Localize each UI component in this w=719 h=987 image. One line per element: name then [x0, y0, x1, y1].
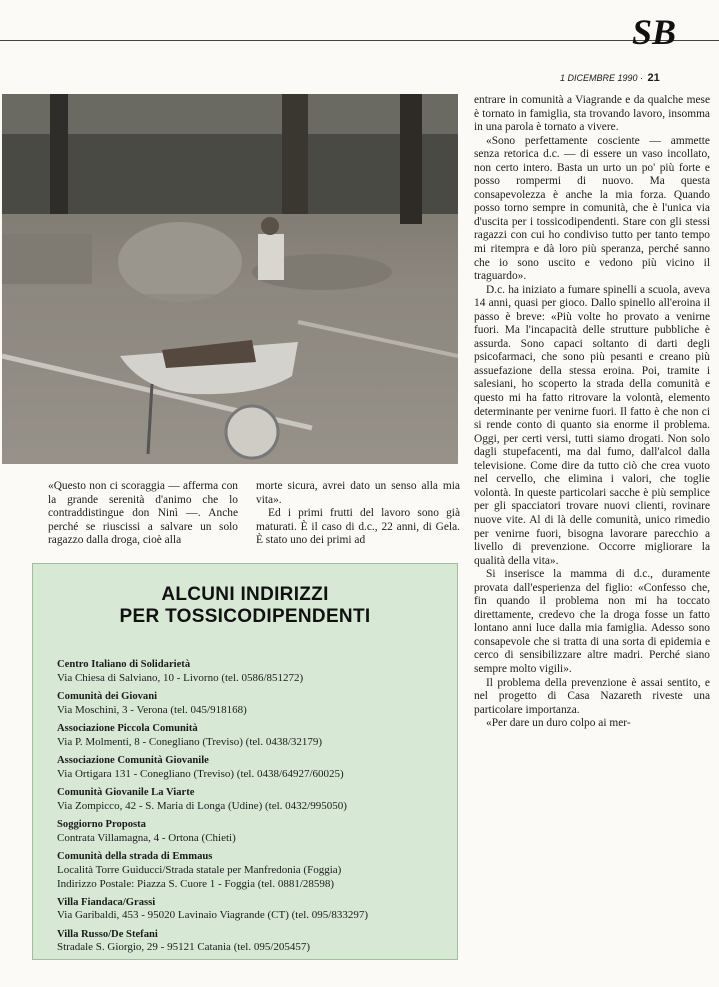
box-title-line: PER TOSSICODIPENDENTI: [119, 606, 371, 627]
addresses-box: [32, 563, 458, 960]
article-paragraph: morte sicura, avrei dato un senso alla mia vita».: [256, 480, 460, 506]
address-entry: [57, 928, 449, 956]
address-list: [57, 658, 449, 960]
organization-name: Associazione Comunità Giovanile: [57, 754, 209, 766]
box-title-line: ALCUNI INDIRIZZI: [161, 584, 329, 605]
address-entry: [57, 754, 449, 782]
header-rule: [0, 40, 719, 41]
address-entry: [57, 722, 449, 750]
organization-address: Via Chiesa di Salviano, 10 - Livorno (tel. 0586/851272): [57, 671, 304, 684]
organization-address: Località Torre Guiducci/Strada statale per Manfredonia (Foggia): [57, 863, 342, 876]
organization-address: Via Ortigara 131 - Conegliano (Treviso) (tel. 0438/64927/60025): [57, 767, 344, 780]
article-photo: [2, 94, 458, 464]
article-paragraph: entrare in comunità a Viagrande e da qualche mese è tornato in famiglia, sta trovando lavoro, insomma in una parola è tornato a vivere.: [474, 94, 710, 134]
organization-address: Stradale S. Giorgio, 29 - 95121 Catania (tel. 095/205457): [57, 941, 311, 954]
address-entry: [57, 896, 449, 924]
organization-address: Via P. Molmenti, 8 - Conegliano (Treviso) (tel. 0438/32179): [57, 735, 323, 748]
photo-worker-wheelbarrow-icon: [2, 94, 458, 464]
address-entry: [57, 818, 449, 846]
address-entry: [57, 690, 449, 718]
organization-name: Soggiorno Proposta: [57, 818, 146, 830]
organization-address: Via Moschini, 3 - Verona (tel. 045/918168): [57, 703, 247, 716]
box-title: [33, 584, 457, 628]
article-paragraph: «Per dare un duro colpo ai mer-: [486, 717, 631, 730]
page-number: 21: [647, 72, 660, 84]
article-paragraph: «Questo non ci scoraggia — afferma con la grande serenità d'animo che lo contraddistingue don Ninì —. Anche perché se riuscissi a salvare un solo ragazzo dalla droga, cioè alla: [48, 480, 238, 547]
organization-name: Comunità della strada di Emmaus: [57, 850, 213, 862]
organization-name: Comunità dei Giovani: [57, 690, 158, 702]
article-paragraph: «Sono perfettamente cosciente — ammette senza retorica d.c. — di essere un vaso incollato, non certo intero. Basta un urto un po' più forte e posso rompermi di nuovo. Ma questa consapevolezza è anche la mia forza. Quando posso torno sempre in comunità, che è l'unica via d'uscita per i tossicodipendenti. Stare con gli stessi ragazzi con cui ho condiviso tutto per tanto tempo mi ritempra e dà loro più speranza, perché sanno che io sono uscito e vedono più vicino il traguardo».: [474, 134, 710, 283]
organization-name: Centro Italiano di Solidarietà: [57, 659, 191, 670]
address-entry: [57, 658, 449, 686]
article-column-right: [474, 94, 710, 731]
organization-address: Contrata Villamagna, 4 - Ortona (Chieti): [57, 831, 236, 844]
article-paragraph: Ed i primi frutti del lavoro sono già maturati. È il caso di d.c., 22 anni, di Gela. È stato uno dei primi ad: [256, 507, 460, 547]
magazine-logo: SB: [632, 12, 677, 52]
organization-name: Villa Russo/De Stefani: [57, 928, 158, 940]
issue-date: 1 DICEMBRE 1990 ·: [560, 73, 644, 83]
issue-line: [560, 72, 660, 84]
article-column-middle: [256, 480, 460, 548]
organization-name: Villa Fiandaca/Grassi: [57, 896, 156, 908]
article-paragraph: D.c. ha iniziato a fumare spinelli a scuola, aveva 14 anni, quasi per gioco. Dallo spinello all'eroina il passo è breve: «Più volte ho provato a venirne fuori. Ma l'incapacità delle strutture pubbliche è assurda. Sono capaci soltanto di darti degli psicofarmaci, che sono più pesanti e creano più assuefazione della stessa eroina. Poi, tramite i salesiani, ho scoperto la strada della comunità e questo mi ha fatto ritrovare la volontà, elemento determinante per venirne fuori. Il fatto è che non ci si rende conto di quanto sia enorme il problema. Oggi, per certi versi, tutti siamo drogati. Non solo dagli stupefacenti, ma dal fumo, dall'alcol dalla televisione. Come dire da tutto ciò che crea vuoto nel cervello, che elimina i valori, che toglie volontà. In queste particolari sacche è più semplice per gli spacciatori trovare nuovi clienti, rovinare nuove vite. Al di là delle comunità, unico rimedio per venirne fuori, bisogna lavorare parecchio a livello di prevenzione. Occorre migliorare la qualità della vita».: [474, 283, 710, 567]
organization-address: Indirizzo Postale: Piazza S. Cuore 1 - Foggia (tel. 0881/28598): [57, 877, 335, 890]
organization-address: Via Garibaldi, 453 - 95020 Lavinaio Viagrande (CT) (tel. 095/833297): [57, 909, 368, 922]
address-entry: [57, 850, 449, 891]
organization-address: Via Zompicco, 42 - S. Maria di Longa (Udine) (tel. 0432/995050): [57, 799, 347, 812]
article-column-left: [48, 480, 238, 548]
article-paragraph: Si inserisce la mamma di d.c., duramente provata dall'esperienza del figlio: «Confesso che, fin quando il problema non mi ha toccato direttamente, credevo che la droga fosse un fatto lontano anni luce dalla mia famiglia. Adesso sono consapevole che si tratta di una sorta di epidemia e cerco di sensibilizzare altre madri. Perché siano sempre molto vigili».: [474, 568, 710, 675]
organization-name: Associazione Piccola Comunità: [57, 722, 198, 734]
address-entry: [57, 786, 449, 814]
organization-name: Comunità Giovanile La Viarte: [57, 786, 195, 798]
article-paragraph: Il problema della prevenzione è assai sentito, e nel progetto di Casa Nazareth riveste una particolare importanza.: [474, 676, 710, 716]
